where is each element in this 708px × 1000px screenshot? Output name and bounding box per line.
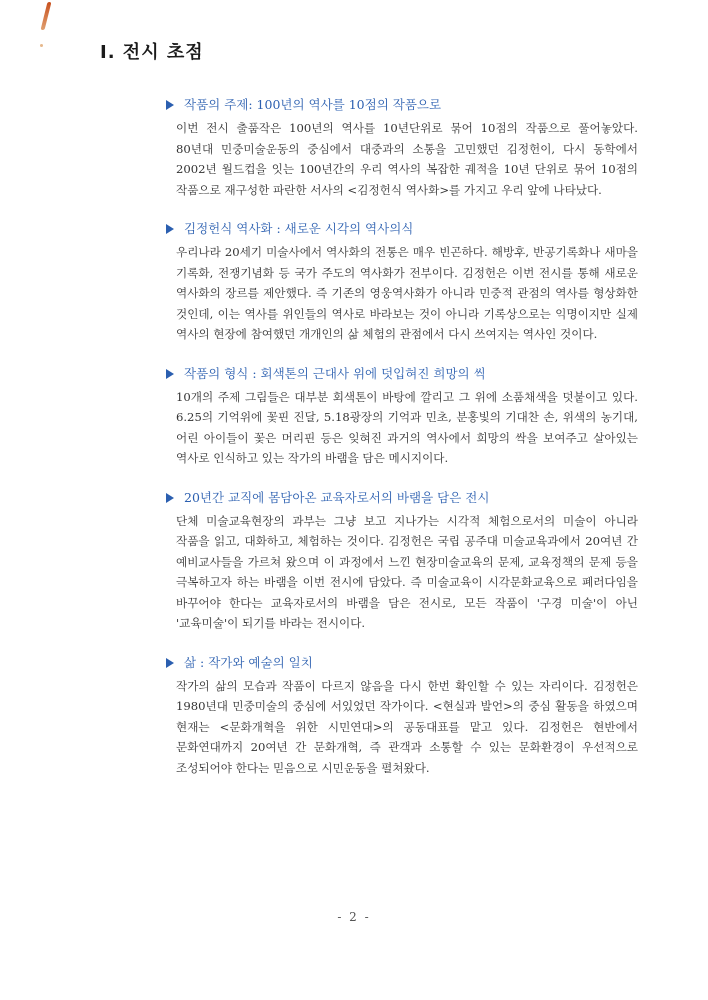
item-heading-text: 20년간 교직에 몸담아온 교육자로서의 바램을 담은 전시 (184, 489, 490, 505)
exhibition-focus-sections (0, 96, 708, 798)
item-heading-text: 김정헌식 역사화 : 새로운 시각의 역사의식 (184, 221, 414, 236)
triangle-right-icon (166, 224, 174, 234)
focus-item-education (168, 489, 638, 634)
page-number: - 2 - (337, 910, 371, 924)
item-heading (166, 365, 638, 383)
item-body: 작가의 삶의 모습과 작품이 다르지 않음을 다시 한번 확인할 수 있는 자리이다. 김정헌은 1980년대 민중미술의 중심에 서있었던 작가이다. <현실과 발언>의 중심 활동을 하였으며 현재는 <문화개혁을 위한 시민연대>의 공동대표를 맡고 있다. 김정헌은 현반에서 문화연대까지 20여년 간 문화개혁, 즉 관객과 소통할 수 있는 문화환경이 우선적으로 조성되어야 한다는 믿음으로 시민운동을 펼쳐왔다. (176, 678, 638, 775)
item-heading (166, 489, 638, 507)
item-heading-text: 삶 : 작가와 예술의 일치 (184, 654, 313, 670)
triangle-right-icon (166, 493, 174, 503)
section-title: Ⅰ. 전시 초점 (100, 42, 204, 63)
item-body: 우리나라 20세기 미술사에서 역사화의 전통은 매우 빈곤하다. 해방후, 반공기록화나 새마을 기록화, 전쟁기념화 등 국가 주도의 역사화가 전부이다. 김정헌은 이번 전시를 통해 새로운 역사화의 장르를 제안했다. 즉 기존의 영웅역사화가 아니라 민중적 관점의 역사를 형상화한 것인데, 이는 역사를 위인들의 역사로 바라보는 것이 아니라 기록상으로는 익명이지만 실제 역사의 현장에 참여했던 개개인의 삶 체험의 관점에서 다시 쓰여지는 역사인 것이다. (176, 245, 638, 341)
item-body: 10개의 주제 그림들은 대부분 회색톤이 바탕에 깔리고 그 위에 소품채색을 덧붙이고 있다. 6.25의 기억위에 꽃핀 진달, 5.18광장의 기억과 민초, 분홍빛의 기대찬 손, 위색의 농기대, 어린 아이들이 꽃은 머리핀 등은 잊혀진 과거의 역사에서 희망의 싹을 보여주고 살아있는 역사로 인식하고 있는 작가의 바램을 담은 메시지이다. (176, 389, 638, 465)
triangle-right-icon (166, 369, 174, 379)
item-heading (166, 96, 638, 114)
item-heading (166, 220, 638, 238)
item-heading-text: 작품의 주제: 100년의 역사를 10점의 작품으로 (184, 97, 442, 112)
corner-dot-mark (40, 44, 43, 47)
item-body: 단체 미술교육현장의 과부는 그냥 보고 지나가는 시각적 체험으로서의 미술이 아니라 작품을 읽고, 대화하고, 체험하는 것이다. 김정헌은 국립 공주대 미술교육과에서 20여년 간 예비교사들을 가르쳐 왔으며 이 과정에서 느낀 현장미술교육의 문제, 교육정책의 문제 등을 극복하고자 하는 바램을 이번 전시에 담았다. 즉 미술교육이 시각문화교육으로 폐러다임을 바꾸어야 한다는 교육자로서의 바램을 담은 전시로, 모든 작품이 '구경 미술'이 아닌 '교육미술'이 되기를 바라는 전시이다. (176, 513, 638, 630)
focus-item-history-painting (168, 220, 638, 345)
triangle-right-icon (166, 658, 174, 668)
item-heading (166, 654, 638, 672)
item-heading-text: 작품의 형식 : 회색톤의 근대사 위에 덧입혀진 희망의 씩 (184, 365, 486, 381)
corner-pen-mark (41, 2, 52, 30)
focus-item-theme (168, 96, 638, 200)
focus-item-form (168, 365, 638, 469)
triangle-right-icon (166, 100, 174, 110)
item-body: 이번 전시 출품작은 100년의 역사를 10년단위로 묶어 10점의 작품으로 풀어놓았다. 80년대 민중미술운동의 중심에서 대중과의 소통을 고민했던 김정헌이, 다시 동학에서 2002년 월드컵을 잇는 100년간의 우리 역사의 복잡한 궤적을 10년 단위로 묶어 10점의 작품으로 재구성한 파란한 서사의 <김정헌식 역사화>를 가지고 우리 앞에 나타났다. (176, 121, 638, 197)
focus-item-life (168, 654, 638, 779)
